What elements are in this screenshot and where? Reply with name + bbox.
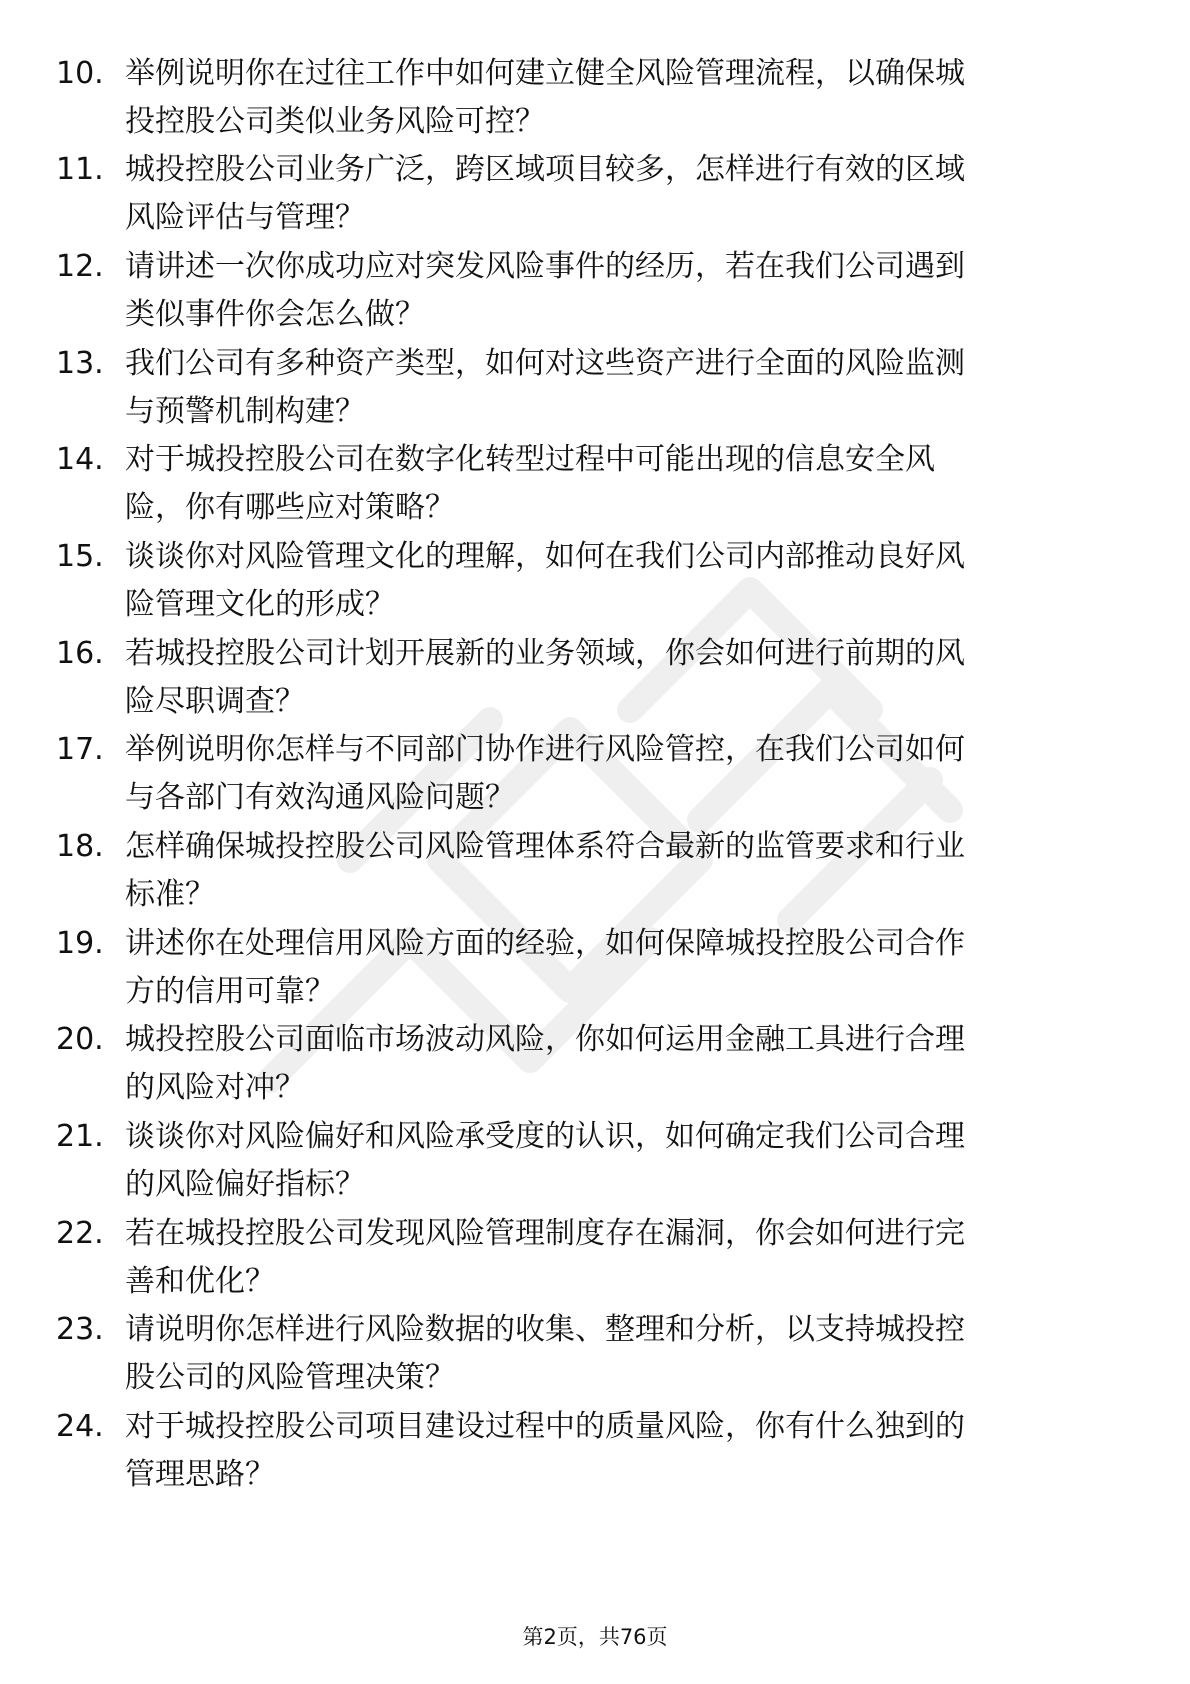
question-line: 谈谈你对风险偏好和风险承受度的认识，如何确定我们公司合理 xyxy=(125,1119,965,1154)
question-line: 投控股公司类似业务风险可控？ xyxy=(125,104,545,139)
question-line: 我们公司有多种资产类型，如何对这些资产进行全面的风险监测 xyxy=(125,346,965,381)
question-text xyxy=(125,726,1110,822)
question-text xyxy=(125,1016,1110,1112)
question-text xyxy=(125,533,1110,629)
question-number: 14. xyxy=(56,442,104,477)
question-line: 险尽职调查？ xyxy=(125,684,305,719)
question-number: 17. xyxy=(56,732,104,767)
question-item xyxy=(0,1210,1190,1306)
question-line: 的风险对冲？ xyxy=(125,1070,305,1105)
question-text xyxy=(125,920,1110,1016)
question-item xyxy=(0,1306,1190,1402)
question-line: 怎样确保城投控股公司风险管理体系符合最新的监管要求和行业 xyxy=(125,829,965,864)
question-number: 24. xyxy=(56,1409,104,1444)
question-item xyxy=(0,823,1190,919)
question-item xyxy=(0,340,1190,436)
question-item xyxy=(0,1016,1190,1112)
question-text xyxy=(125,340,1110,436)
question-number: 12. xyxy=(56,249,104,284)
question-number: 23. xyxy=(56,1312,104,1347)
question-line: 管理思路？ xyxy=(125,1457,275,1492)
question-number: 20. xyxy=(56,1022,104,1057)
question-text xyxy=(125,436,1110,532)
question-line: 谈谈你对风险管理文化的理解，如何在我们公司内部推动良好风 xyxy=(125,539,965,574)
question-item xyxy=(0,920,1190,1016)
question-line: 若城投控股公司计划开展新的业务领域，你会如何进行前期的风 xyxy=(125,636,965,671)
question-line: 类似事件你会怎么做？ xyxy=(125,297,425,332)
question-text xyxy=(125,1113,1110,1209)
question-line: 举例说明你怎样与不同部门协作进行风险管控，在我们公司如何 xyxy=(125,732,965,767)
question-line: 若在城投控股公司发现风险管理制度存在漏洞，你会如何进行完 xyxy=(125,1216,965,1251)
question-line: 对于城投控股公司项目建设过程中的质量风险，你有什么独到的 xyxy=(125,1409,965,1444)
question-item xyxy=(0,436,1190,532)
question-item xyxy=(0,146,1190,242)
question-text xyxy=(125,146,1110,242)
question-line: 与各部门有效沟通风险问题？ xyxy=(125,780,515,815)
question-number: 22. xyxy=(56,1216,104,1251)
question-item xyxy=(0,243,1190,339)
question-line: 讲述你在处理信用风险方面的经验，如何保障城投控股公司合作 xyxy=(125,926,965,961)
question-item xyxy=(0,1403,1190,1499)
question-line: 城投控股公司业务广泛，跨区域项目较多，怎样进行有效的区域 xyxy=(125,152,965,187)
question-text xyxy=(125,1403,1110,1499)
question-line: 标准？ xyxy=(125,877,215,912)
question-number: 21. xyxy=(56,1119,104,1154)
question-number: 11. xyxy=(56,152,104,187)
question-item xyxy=(0,533,1190,629)
question-line: 的风险偏好指标？ xyxy=(125,1167,365,1202)
question-line: 险，你有哪些应对策略？ xyxy=(125,490,455,525)
question-number: 18. xyxy=(56,829,104,864)
question-text xyxy=(125,1306,1110,1402)
question-number: 13. xyxy=(56,346,104,381)
question-text xyxy=(125,243,1110,339)
question-item xyxy=(0,50,1190,146)
question-text xyxy=(125,630,1110,726)
question-line: 城投控股公司面临市场波动风险，你如何运用金融工具进行合理 xyxy=(125,1022,965,1057)
question-text xyxy=(125,1210,1110,1306)
question-item xyxy=(0,1113,1190,1209)
question-line: 股公司的风险管理决策？ xyxy=(125,1360,455,1395)
question-number: 16. xyxy=(56,636,104,671)
question-line: 善和优化？ xyxy=(125,1264,275,1299)
page-footer: 第2页，共76页 xyxy=(522,1625,668,1649)
question-number: 15. xyxy=(56,539,104,574)
question-line: 风险评估与管理？ xyxy=(125,200,365,235)
question-number: 10. xyxy=(56,56,104,91)
question-line: 请说明你怎样进行风险数据的收集、整理和分析，以支持城投控 xyxy=(125,1312,965,1347)
question-text xyxy=(125,823,1110,919)
question-line: 请讲述一次你成功应对突发风险事件的经历，若在我们公司遇到 xyxy=(125,249,965,284)
question-line: 举例说明你在过往工作中如何建立健全风险管理流程，以确保城 xyxy=(125,56,965,91)
question-item xyxy=(0,726,1190,822)
question-item xyxy=(0,630,1190,726)
question-text xyxy=(125,50,1110,146)
question-line: 险管理文化的形成？ xyxy=(125,587,395,622)
question-line: 对于城投控股公司在数字化转型过程中可能出现的信息安全风 xyxy=(125,442,935,477)
question-line: 与预警机制构建？ xyxy=(125,394,365,429)
question-line: 方的信用可靠？ xyxy=(125,974,335,1009)
question-number: 19. xyxy=(56,926,104,961)
